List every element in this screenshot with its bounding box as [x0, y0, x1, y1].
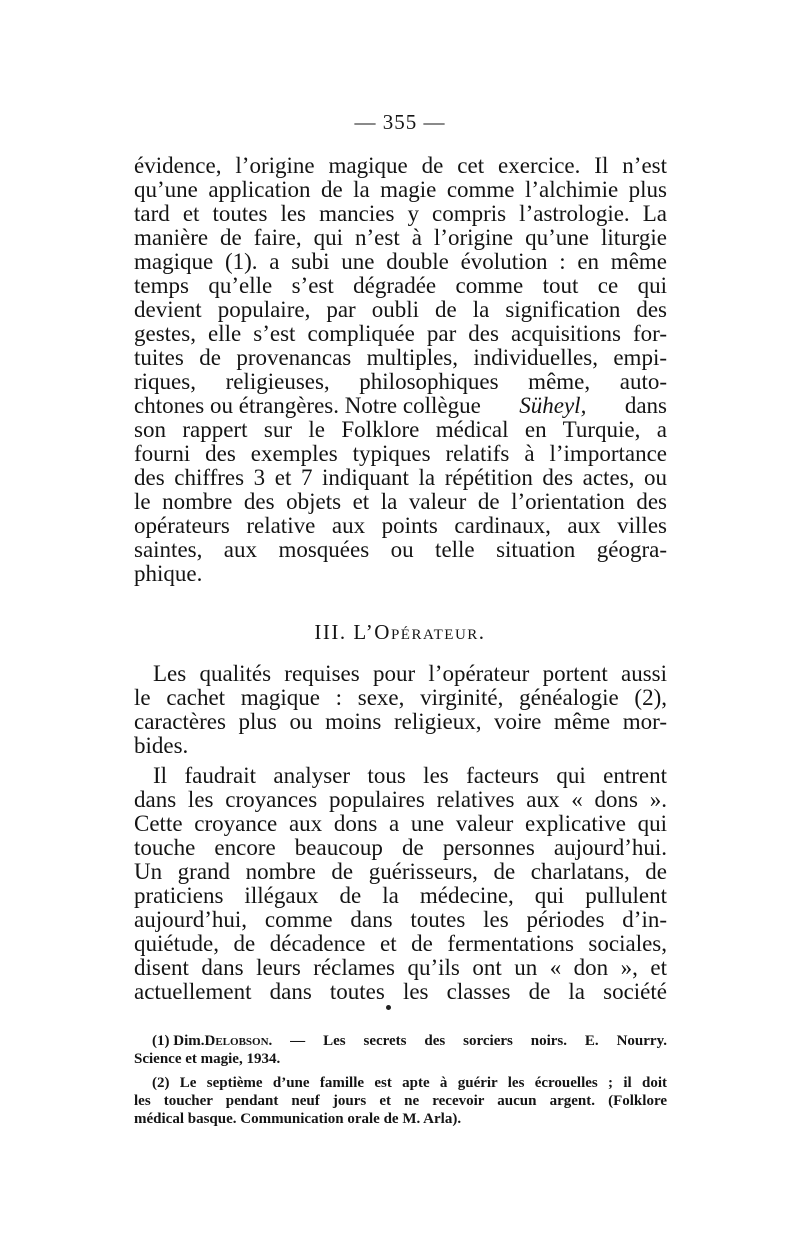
footnote-1-line: [152, 1032, 667, 1050]
text-line: magique (1). a subi une double évolution : en même: [134, 249, 667, 274]
footnote-2-line: (2) Le septième d’une famille est apte à guérir les écrouelles ; il doit: [152, 1075, 667, 1091]
text-line: touche encore beaucoup de personnes aujourd’hui.: [134, 835, 667, 860]
text-line: Cette croyance aux dons a une valeur explicative qui: [134, 811, 667, 836]
text-line: disent dans leurs réclames qu’ils ont un « don », et: [134, 955, 667, 980]
footnote-1-author: Delobson: [204, 1033, 269, 1049]
text-line: gestes, elle s’est compliquée par des acquisitions for-: [134, 321, 667, 346]
text-line: tuites de provenancas multiples, individuelles, empi-: [134, 345, 667, 370]
text-line: praticiens illégaux de la médecine, qui pullulent: [134, 883, 667, 908]
text-line: le cachet magique : sexe, virginité, généalogie (2),: [134, 685, 667, 710]
text-line: actuellement dans toutes les classes de la société: [134, 979, 667, 1004]
page-number: — 355 —: [354, 110, 446, 134]
text-line: fourni des exemples typiques relatifs à l’importance: [134, 441, 667, 466]
text-line: Il faudrait analyser tous les facteurs qui entrent: [153, 763, 667, 788]
text-line: bides.: [134, 733, 189, 758]
text-line: temps qu’elle s’est dégradée comme tout ce qui: [134, 273, 667, 298]
text-line: aujourd’hui, comme dans toutes les périodes d’in-: [134, 907, 667, 932]
text-line: devient populaire, par oubli de la signification des: [134, 297, 667, 322]
text-fragment: dans: [624, 393, 667, 418]
footnote-2-line: les toucher pendant neuf jours et ne recevoir aucun argent. (Folklore: [134, 1093, 667, 1109]
text-line: son rappert sur le Folklore médical en Turquie, a: [134, 417, 667, 442]
text-line: riques, religieuses, philosophiques même, auto-: [134, 369, 667, 394]
text-line: le nombre des objets et la valeur de l’orientation des: [134, 489, 667, 514]
text-line: Les qualités requises pour l’opérateur portent aussi: [153, 661, 667, 686]
text-line: [134, 394, 667, 418]
text-line: qu’une application de la magie comme l’alchimie plus: [134, 177, 667, 202]
text-line: manière de faire, qui n’est à l’origine qu’une liturgie: [134, 225, 667, 250]
author-name-italic: Süheyl,: [519, 393, 587, 418]
footnote-1-line: Science et magie, 1934.: [134, 1051, 281, 1067]
footnote-1-number: (1) Dim.: [152, 1033, 205, 1049]
text-line: des chiffres 3 et 7 indiquant la répétition des actes, ou: [134, 465, 667, 490]
text-line: dans les croyances populaires relatives aux « dons ».: [134, 787, 667, 812]
text-line: Un grand nombre de guérisseurs, de charlatans, de: [134, 859, 667, 884]
text-line: caractères plus ou moins religieux, voire même mor-: [134, 709, 667, 734]
text-fragment: chtones ou étrangères. Notre collègue: [134, 393, 481, 418]
text-line: opérateurs relative aux points cardinaux, aux villes: [134, 513, 667, 538]
text-line: tard et toutes les mancies y compris l’astrologie. La: [134, 201, 667, 226]
section-heading: III. L’Opérateur.: [314, 620, 486, 644]
ink-dot: [386, 1005, 391, 1010]
text-line: évidence, l’origine magique de cet exercice. Il n’est: [134, 153, 667, 178]
footnote-2-line: médical basque. Communication orale de M. Arla).: [134, 1111, 462, 1127]
footnote-1-title: . — Les secrets des sorciers noirs. E. Nourry.: [268, 1033, 667, 1049]
text-line: quiétude, de décadence et de fermentations sociales,: [134, 931, 667, 956]
text-line: phique.: [134, 561, 203, 586]
text-line: saintes, aux mosquées ou telle situation géogra-: [134, 537, 667, 562]
